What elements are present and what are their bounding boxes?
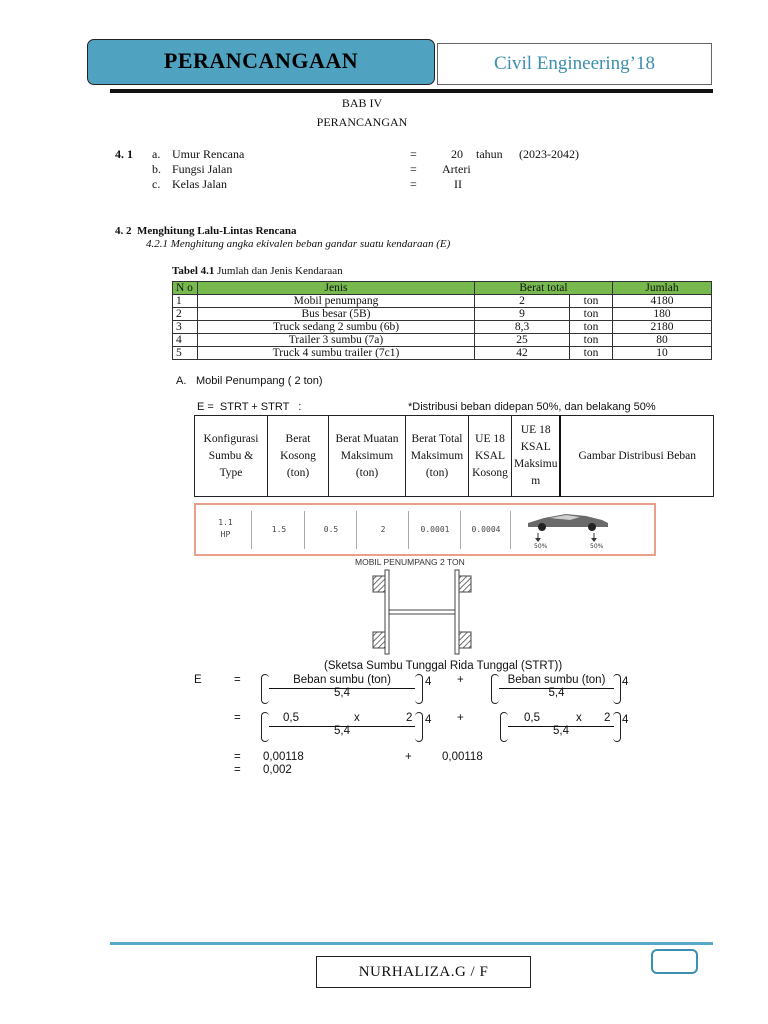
row-jumlah: 180: [613, 308, 712, 321]
row-unit: ton: [570, 295, 613, 308]
hdr-line: UE 18: [475, 432, 505, 445]
footer-author: NURHALIZA.G / F: [316, 956, 531, 988]
calc-exp-3: 4: [425, 714, 432, 726]
table-row: [173, 308, 712, 321]
hdr-line: Konfigurasi: [203, 432, 259, 445]
header-rule: [110, 89, 713, 93]
hdr-ue18-maksimum: [512, 416, 561, 497]
strip-config-line: 1.1: [218, 518, 233, 527]
paren-right: [613, 674, 621, 704]
table-row: [173, 295, 712, 308]
hdr-line: m: [531, 475, 541, 487]
hdr-line: Maksimum: [410, 449, 464, 462]
item-a-note: (2023-2042): [519, 147, 579, 161]
axle-config-header: [195, 416, 714, 497]
col-berat: Berat total: [475, 282, 613, 295]
hdr-line: Berat: [285, 432, 311, 445]
calc-numer-1: Beban sumbu (ton): [293, 674, 391, 686]
item-c-value: II: [454, 177, 462, 191]
calc-x-1: x: [354, 712, 360, 724]
calc-eq-2: =: [234, 712, 241, 724]
header-title: PERANCANGAAN: [163, 48, 359, 73]
footer-rule: [110, 942, 713, 945]
hdr-line: Type: [219, 466, 243, 479]
item-a-value: 20: [451, 147, 463, 161]
calc-E: E: [194, 674, 202, 686]
strip-value: 1.5: [254, 511, 305, 549]
item-c-eq: =: [410, 177, 417, 191]
row-unit: ton: [570, 334, 613, 347]
calc-plus-2: +: [457, 712, 464, 724]
hdr-line: Gambar Distribusi Beban: [578, 449, 696, 462]
row-berat: 8,3: [475, 321, 570, 334]
strip-value: 0.0004: [462, 511, 511, 549]
calc-plus-1: +: [457, 674, 464, 686]
paren-right: [415, 674, 423, 704]
sub-a-title: Mobil Penumpang ( 2 ton): [196, 375, 323, 387]
section-421-heading: 4.2.1 Menghitung angka ekivalen beban gandar suatu kendaraan (E): [146, 238, 451, 250]
calc-eq-4: =: [234, 764, 241, 776]
axle-sketch-icon: [367, 568, 477, 656]
front-pct: 50%: [534, 543, 548, 550]
row-no: 5: [173, 347, 198, 360]
row-berat: 25: [475, 334, 570, 347]
calc-num-a-1: 0,5: [283, 712, 299, 724]
sub-a-letter: A.: [176, 375, 187, 387]
row-jenis: Truck 4 sumbu trailer (7c1): [198, 347, 475, 360]
col-jumlah: Jumlah: [613, 282, 712, 295]
table-row: [173, 321, 712, 334]
item-b-eq: =: [410, 162, 417, 176]
item-a-letter: a.: [152, 147, 161, 161]
calc-denom-1: 5,4: [334, 687, 350, 699]
row-jenis: Trailer 3 sumbu (7a): [198, 334, 475, 347]
item-b-label: Fungsi Jalan: [172, 162, 233, 176]
hdr-berat-muatan: [329, 416, 406, 497]
row-jumlah: 10: [613, 347, 712, 360]
hdr-line: (ton): [425, 466, 449, 479]
paren-right: [613, 712, 621, 742]
item-a-label: Umur Rencana: [172, 147, 245, 161]
item-c-letter: c.: [152, 177, 161, 191]
hdr-konfigurasi: [195, 416, 268, 497]
table-41-caption-text: Jumlah dan Jenis Kendaraan: [214, 265, 343, 277]
hdr-gambar-distribusi: [560, 416, 713, 497]
paren-left: [491, 674, 499, 704]
sketch-caption: (Sketsa Sumbu Tunggal Rida Tunggal (STRT)): [324, 660, 563, 672]
chapter-title: PERANCANGAN: [316, 115, 408, 129]
row-no: 1: [173, 295, 198, 308]
calc-res-1: 0,00118: [263, 751, 304, 763]
row-berat: 2: [475, 295, 570, 308]
axle-data-image: [194, 503, 656, 556]
paren-left: [500, 712, 508, 742]
distribution-note: *Distribusi beban didepan 50%, dan belakang 50%: [408, 401, 656, 413]
hdr-line: Maksimum: [340, 449, 394, 462]
paren-right: [415, 712, 423, 742]
row-unit: ton: [570, 347, 613, 360]
page-number-box: [651, 949, 698, 974]
hdr-line: Kosong: [280, 449, 316, 462]
col-jenis: Jenis: [198, 282, 475, 295]
table-row: [173, 334, 712, 347]
paren-left: [261, 712, 269, 742]
col-no: N o: [173, 282, 198, 295]
row-jenis: Truck sedang 2 sumbu (6b): [198, 321, 475, 334]
item-b-letter: b.: [152, 162, 161, 176]
calc-denom-4: 5,4: [553, 725, 569, 737]
row-jumlah: 2180: [613, 321, 712, 334]
row-berat: 9: [475, 308, 570, 321]
row-jenis: Mobil penumpang: [198, 295, 475, 308]
axle-config-table: [194, 415, 714, 497]
table-row: [173, 347, 712, 360]
calc-num-a-2: 0,5: [524, 712, 540, 724]
calc-eq-1: =: [234, 674, 241, 686]
strip-value: 0.0001: [410, 511, 461, 549]
row-unit: ton: [570, 321, 613, 334]
item-c-label: Kelas Jalan: [172, 177, 227, 191]
hdr-line: Berat Muatan: [335, 432, 399, 445]
hdr-line: Maksimu: [514, 458, 558, 470]
row-jenis: Bus besar (5B): [198, 308, 475, 321]
item-b-value: Arteri: [442, 162, 471, 176]
header-subtitle: Civil Engineering’18: [437, 43, 712, 85]
calc-x-2: x: [576, 712, 582, 724]
hdr-berat-kosong: [268, 416, 329, 497]
chapter-number: BAB IV: [341, 96, 383, 110]
row-jumlah: 80: [613, 334, 712, 347]
calc-denom-2: 5,4: [548, 687, 565, 699]
calc-plus-3: +: [405, 751, 412, 763]
hdr-line: Kosong: [472, 466, 508, 479]
car-load-icon: [522, 509, 614, 543]
calc-exp-2: 4: [622, 676, 629, 688]
hdr-line: (ton): [286, 466, 310, 479]
row-jumlah: 4180: [613, 295, 712, 308]
row-unit: ton: [570, 308, 613, 321]
section-42-heading: 4. 2 Menghitung Lalu-Lintas Rencana: [115, 225, 297, 237]
table-41-caption: [172, 265, 343, 277]
rear-pct: 50%: [590, 543, 604, 550]
hdr-line: (ton): [355, 466, 379, 479]
strip-config: [200, 511, 252, 549]
hdr-ue18-kosong: [469, 416, 512, 497]
item-a-unit: tahun: [476, 147, 503, 161]
hdr-line: KSAL: [520, 441, 551, 453]
strt-formula: E = STRT + STRT :: [197, 401, 302, 413]
calc-num-b-2: 2: [604, 712, 611, 724]
calc-exp-1: 4: [425, 676, 432, 688]
hdr-line: KSAL: [474, 449, 506, 462]
calc-numer-2: Beban sumbu (ton): [507, 674, 606, 686]
strip-config-line: HP: [220, 530, 231, 539]
calc-num-b-1: 2: [406, 712, 413, 724]
calc-eq-3: =: [234, 751, 241, 763]
row-berat: 42: [475, 347, 570, 360]
calc-exp-4: 4: [622, 714, 629, 726]
hdr-berat-total: [406, 416, 469, 497]
hdr-line: Sumbu &: [208, 449, 254, 462]
hdr-line: Berat Total: [411, 432, 463, 445]
calc-res-2: 0,00118: [442, 751, 483, 763]
strip-value: 0.5: [306, 511, 357, 549]
table-41-caption-label: Tabel 4.1: [172, 265, 215, 277]
row-no: 4: [173, 334, 198, 347]
vehicle-table: [172, 281, 712, 360]
paren-left: [261, 674, 269, 704]
item-a-eq: =: [410, 147, 417, 161]
sketch-title: MOBIL PENUMPANG 2 TON: [355, 557, 465, 567]
row-no: 3: [173, 321, 198, 334]
section-41-number: 4. 1: [115, 147, 133, 161]
calc-denom-3: 5,4: [334, 725, 350, 737]
hdr-line: UE 18: [520, 424, 551, 436]
vehicle-table-header: [173, 282, 712, 295]
strip-value: 2: [358, 511, 409, 549]
calc-total: 0,002: [263, 764, 292, 776]
row-no: 2: [173, 308, 198, 321]
